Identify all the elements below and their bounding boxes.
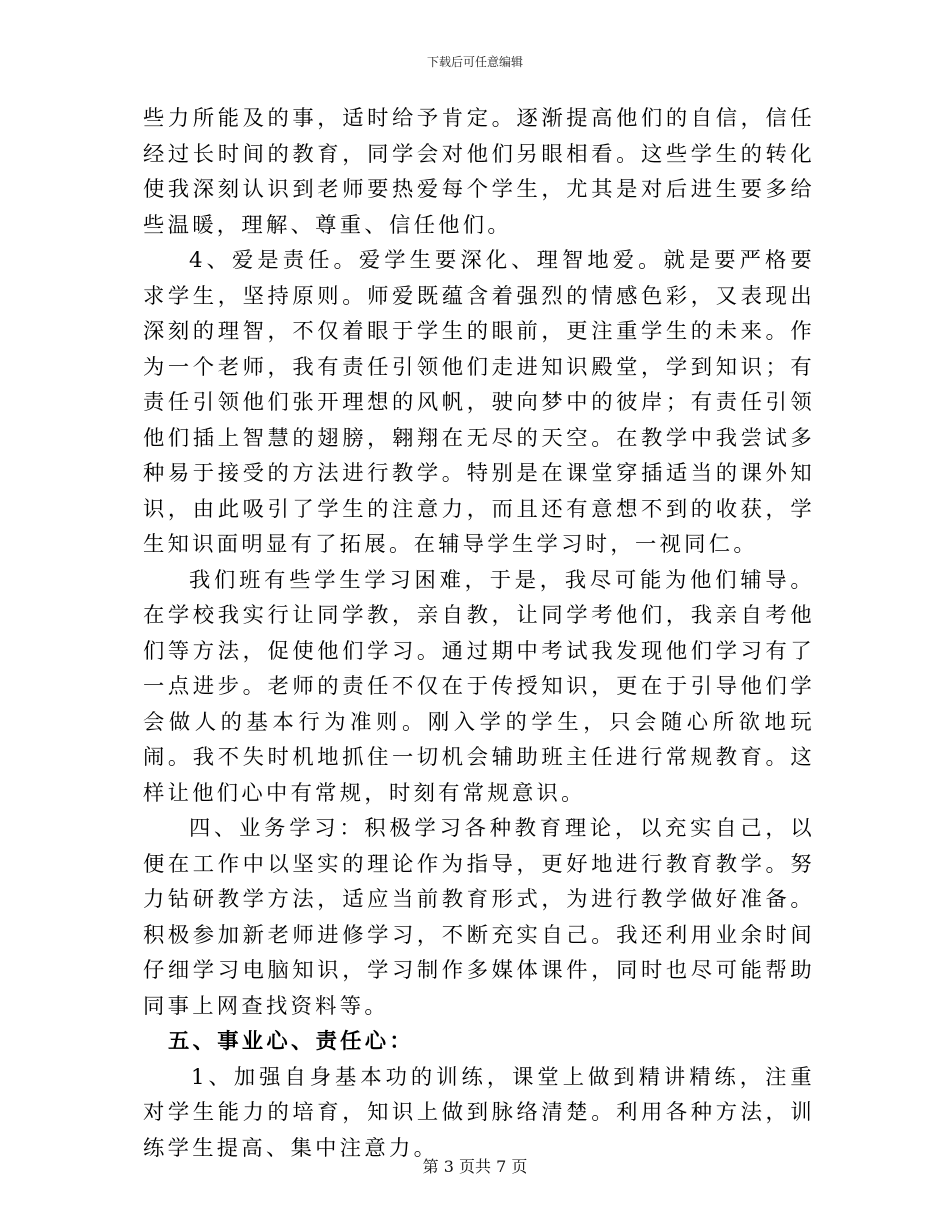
paragraph-continuation: 些力所能及的事，适时给予肯定。逐渐提高他们的自信，信任经过长时间的教育，同学会对他们另眼相看。这些学生的转化使我深刻认识到老师要热爱每个学生，尤其是对后进生要多给些温暖，理解、尊重、信任他们。 [143, 106, 815, 238]
paragraph-love-is-responsibility: 4、爱是责任。爱学生要深化、理智地爱。就是要严格要求学生，坚持原则。师爱既蕴含着强烈的情感色彩，又表现出深刻的理智，不仅着眼于学生的眼前，更注重学生的未来。作为一个老师，我有责任引领他们走进知识殿堂，学到知识；有责任引领他们张开理想的风帆，驶向梦中的彼岸；有责任引领他们插上智慧的翅膀，翱翔在无尽的天空。在教学中我尝试多种易于接受的方法进行教学。特别是在课堂穿插适当的课外知识，由此吸引了学生的注意力，而且还有意想不到的收获，学生知识面明显有了拓展。在辅导学生学习时，一视同仁。 [143, 248, 815, 557]
paragraph-professional-study: 四、业务学习：积极学习各种教育理论，以充实自己，以便在工作中以坚实的理论作为指导，更好地进行教育教学。努力钻研教学方法，适应当前教育形式，为进行教学做好准备。积极参加新老师进修学习，不断充实自己。我还利用业余时间仔细学习电脑知识，学习制作多媒体课件，同时也尽可能帮助同事上网查找资料等。 [143, 816, 815, 1019]
page-number-footer: 第 3 页共 7 页 [422, 1157, 528, 1176]
section-heading: 五、事业心、责任心： [168, 1029, 414, 1054]
paragraph-tutoring: 我们班有些学生学习困难，于是，我尽可能为他们辅导。在学校我实行让同学教，亲自教，让同学考他们，我亲自考他们等方法，促使他们学习。通过期中考试我发现他们学习有了一点进步。老师的责任不仅在于传授知识，更在于引导他们学会做人的基本行为准则。刚入学的学生，只会随心所欲地玩闹。我不失时机地抓住一切机会辅助班主任进行常规教育。这样让他们心中有常规，时刻有常规意识。 [143, 567, 815, 806]
paragraph-basic-skills: 1、加强自身基本功的训练，课堂上做到精讲精练，注重对学生能力的培育，知识上做到脉络清楚。利用各种方法，训练学生提高、集中注意力。 [143, 1064, 815, 1161]
document-body [143, 101, 815, 1166]
page-header: 下载后可任意编辑 [426, 55, 523, 69]
